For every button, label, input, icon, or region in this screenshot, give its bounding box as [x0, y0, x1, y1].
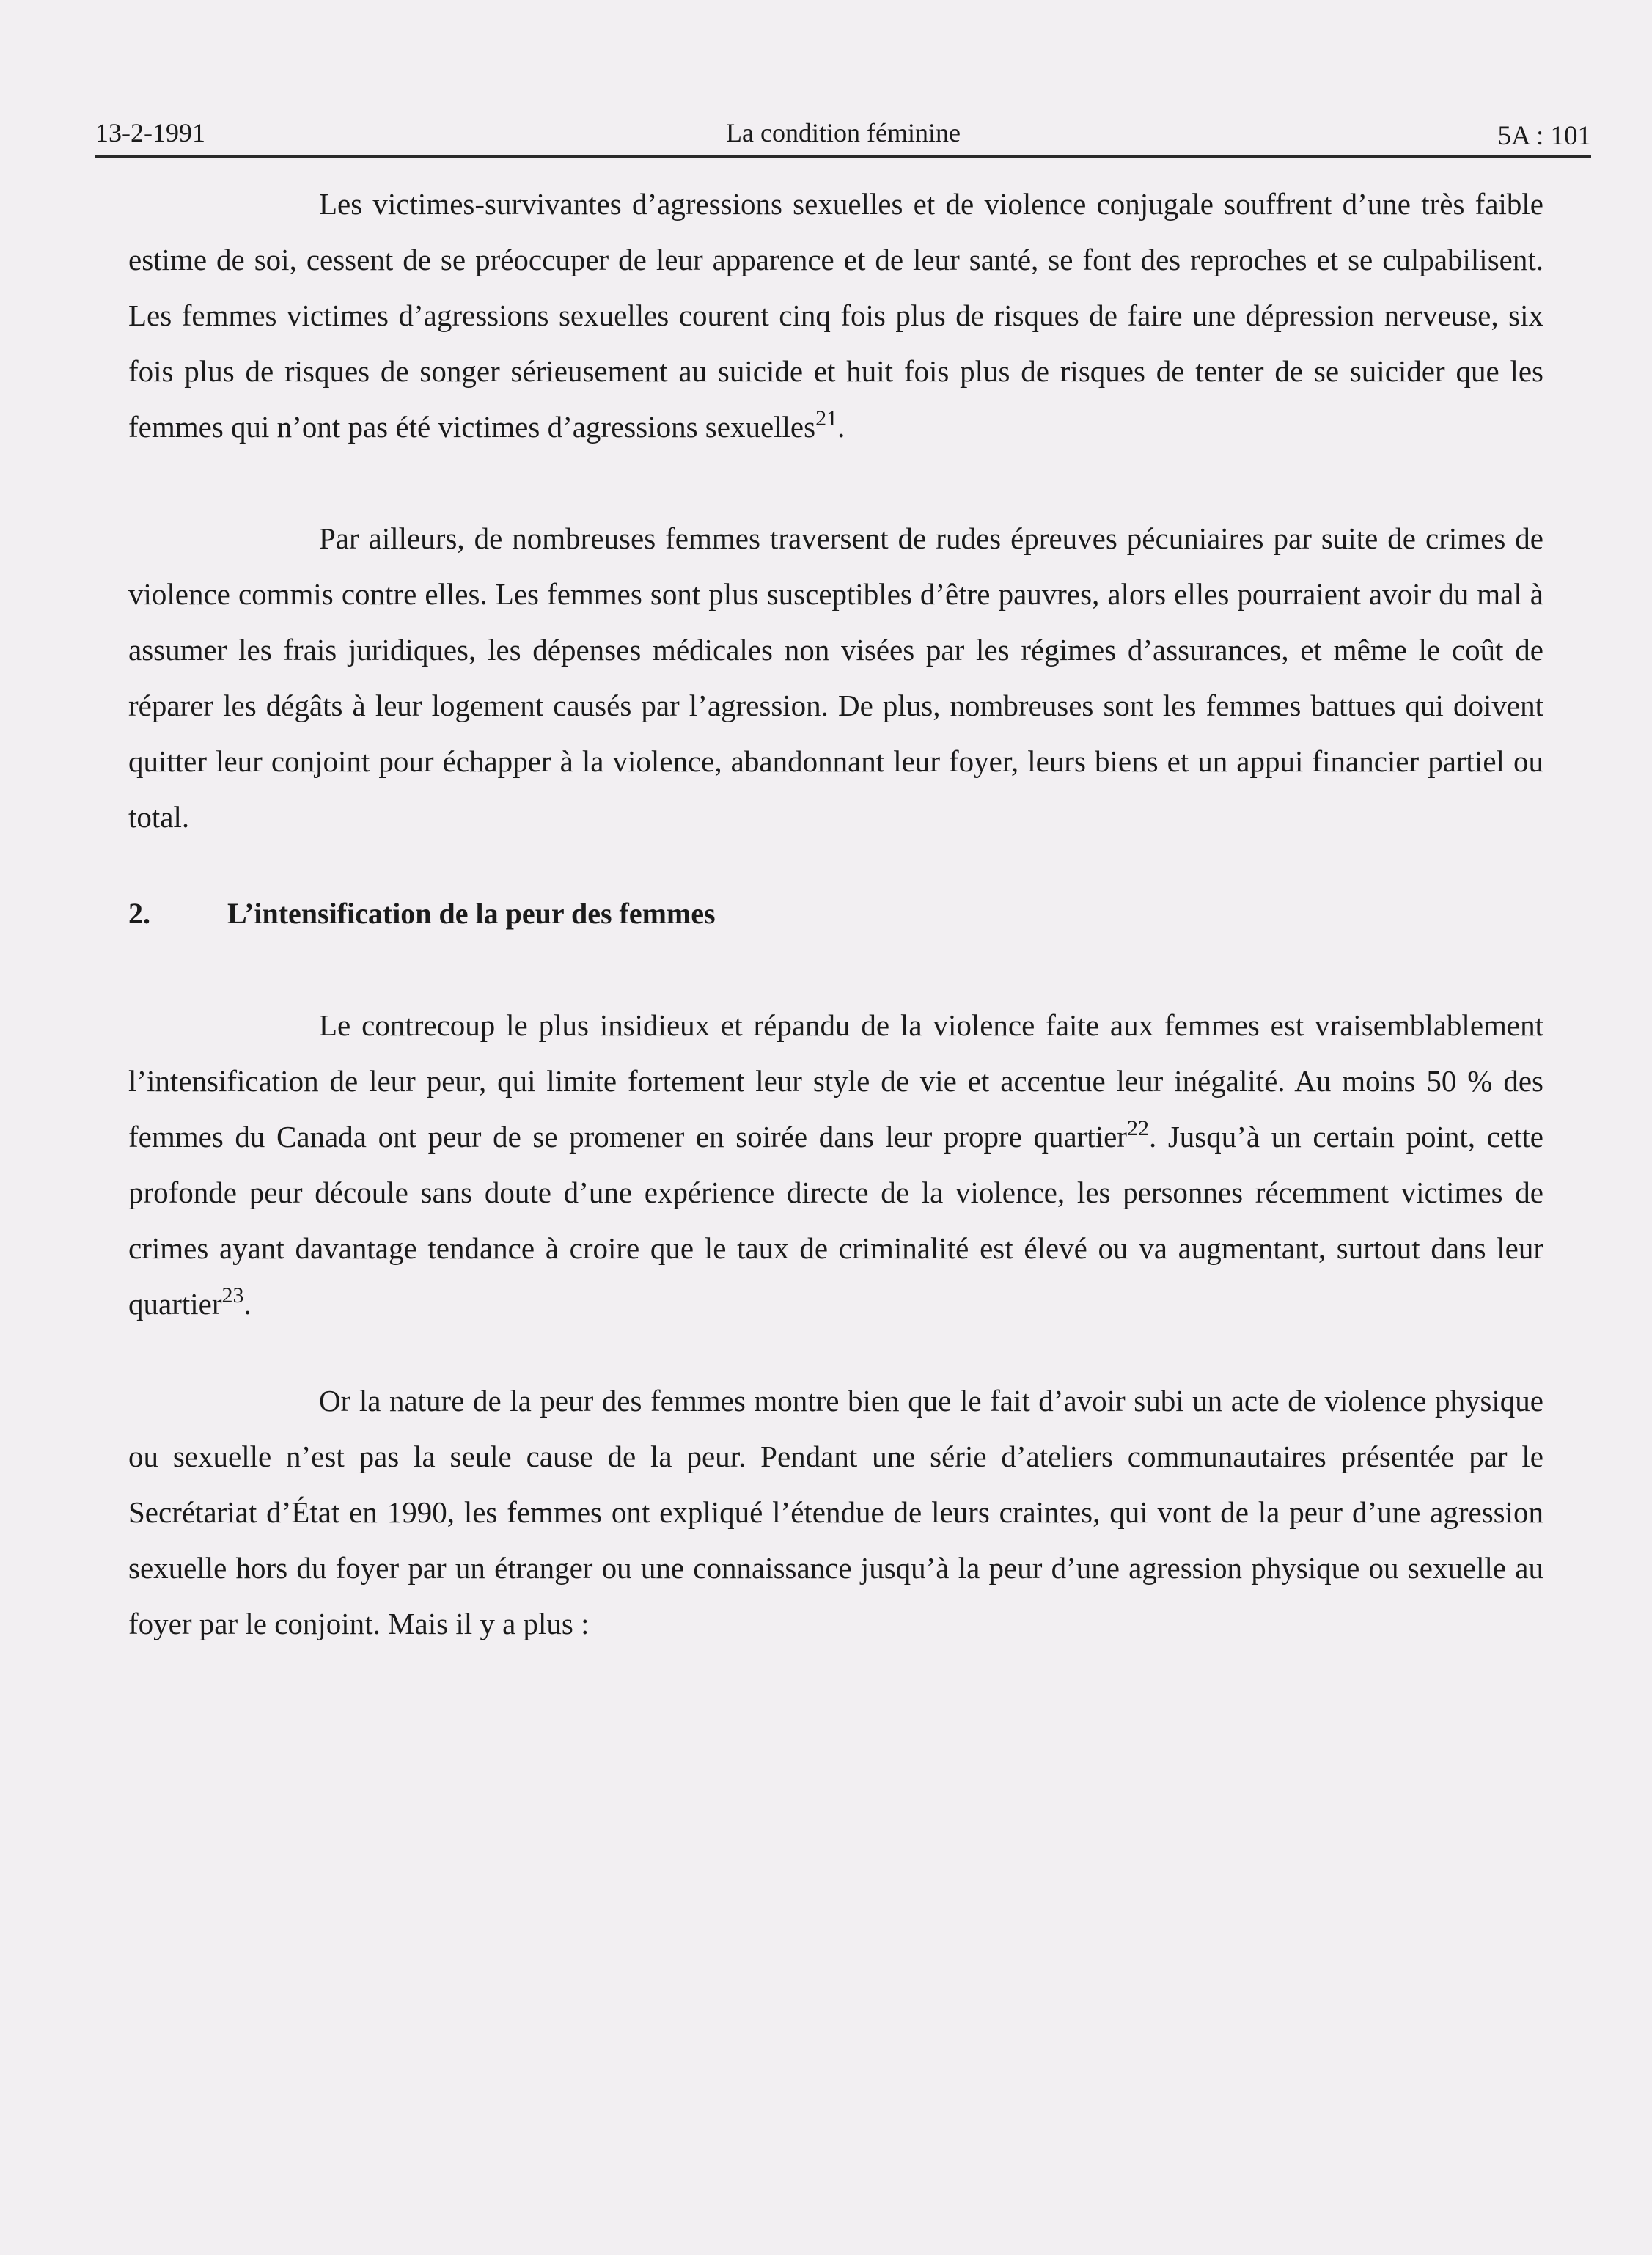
- section-heading: [128, 886, 1543, 942]
- footnote-ref: 22: [1126, 1116, 1149, 1140]
- paragraph-text: Par ailleurs, de nombreuses femmes traversent de rudes épreuves pécuniaires par suite de crimes de violence commis contre elles. Les femmes sont plus susceptibles d’être pauvres, alors elles pourraient avoir du mal à assumer les frais juridiques, les dépenses médicales non visées par les régimes d’assurances, et même le coût de réparer les dégâts à leur logement causés par l’agression. De plus, nombreuses sont les femmes battues qui doivent quitter leur conjoint pour échapper à la violence, abandonnant leur foyer, leurs biens et un appui financier partiel ou total.: [128, 521, 1543, 834]
- paragraph-text: Or la nature de la peur des femmes montre bien que le fait d’avoir subi un acte de violence physique ou sexuelle n’est pas la seule cause de la peur. Pendant une série d’ateliers communautaires présentée par le Secrétariat d’État en 1990, les femmes ont expliqué l’étendue de leurs craintes, qui vont de la peur d’une agression sexuelle hors du foyer par un étranger ou une connaissance jusqu’à la peur d’une agression physique ou sexuelle au foyer par le conjoint. Mais il y a plus :: [128, 1384, 1543, 1640]
- paragraph-text: . Jusqu’à un certain point, cette profonde peur découle sans doute d’une expérience directe de la violence, les personnes récemment victimes de crimes ayant davantage tendance à croire que le taux de criminalité est élevé ou va augmentant, surtout dans leur quartier: [128, 1120, 1544, 1321]
- section-title: L’intensification de la peur des femmes: [227, 897, 716, 930]
- spacer: [128, 1332, 1543, 1373]
- paragraph-end: .: [243, 1287, 252, 1321]
- paragraph-text: Les victimes-survivantes d’agressions sexuelles et de violence conjugale souffrent d’une très faible estime de soi, cessent de se préoccuper de leur apparence et de leur santé, se font des reproches et se culpabilisent. Les femmes victimes d’agressions sexuelles courent cinq fois plus de risques de faire une dépression nerveuse, six fois plus de risques de songer sérieusement au suicide et huit fois plus de risques de tenter de se suicider que les femmes qui n’ont pas été victimes d’agressions sexuelles: [128, 187, 1543, 444]
- paragraph: [128, 997, 1543, 1332]
- running-header: [95, 117, 1591, 161]
- footnote-ref: 21: [815, 406, 838, 430]
- spacer: [128, 845, 1543, 886]
- paragraph: [128, 510, 1543, 845]
- header-rule: [95, 155, 1591, 158]
- paragraph-text: Le contrecoup le plus insidieux et répandu de la violence faite aux femmes est vraisemblablement l’intensification de leur peur, qui limite fortement leur style de vie et accentue leur inégalité. Au moins 50 % des femmes du Canada ont peur de se promener en soirée dans leur propre quartier: [128, 1008, 1543, 1154]
- header-page-number: 5A : 101: [1497, 121, 1591, 151]
- paragraph: [128, 176, 1543, 455]
- section-number: 2.: [128, 897, 150, 930]
- spacer: [128, 942, 1543, 997]
- header-date: 13-2-1991: [95, 118, 205, 147]
- body-text: [128, 176, 1543, 1651]
- header-title: La condition féminine: [726, 118, 961, 147]
- footnote-ref: 23: [221, 1283, 244, 1308]
- spacer: [128, 455, 1543, 510]
- paragraph: [128, 1373, 1543, 1651]
- paragraph-end: .: [837, 410, 845, 444]
